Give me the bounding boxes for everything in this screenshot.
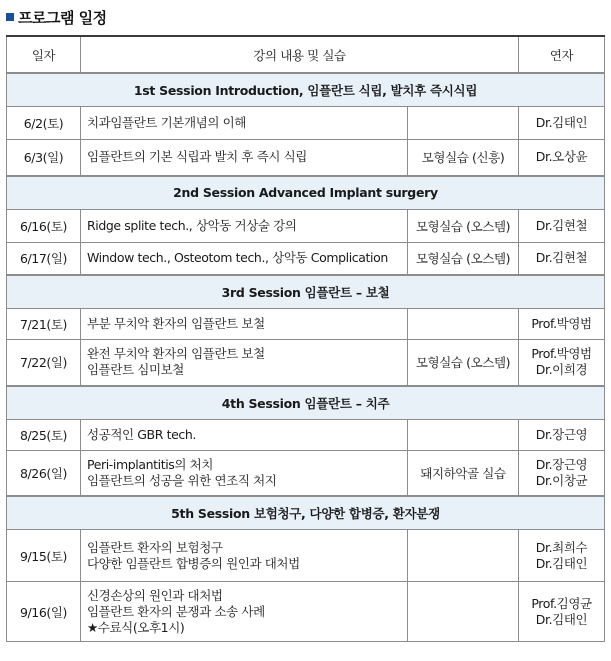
header-date: 일자	[7, 36, 81, 73]
header-content: 강의 내용 및 실습	[81, 36, 519, 73]
session-date: 9/16(일)	[7, 582, 81, 642]
session-date: 8/25(토)	[7, 419, 81, 450]
session-title: 2nd Session Advanced Implant surgery	[7, 176, 605, 210]
lecture-line: 성공적인 GBR tech.	[87, 426, 196, 442]
lecture-line: 치과임플란트 기본개념의 이해	[87, 115, 246, 130]
speaker-name: Dr.이희경	[535, 362, 588, 378]
table-row	[7, 209, 605, 242]
table-row	[7, 309, 605, 340]
lecture-line: 임플란트 환자의 분쟁과 소송 사례	[87, 603, 265, 619]
speaker-name: Dr.장근영	[535, 456, 588, 472]
practice-cell: 모형실습 (오스템)	[408, 242, 519, 275]
session-row	[7, 496, 605, 530]
speaker-name: Dr.김현철	[535, 250, 588, 266]
lecture-content	[81, 140, 408, 176]
session-date: 9/15(토)	[7, 530, 81, 582]
lecture-content	[81, 209, 408, 242]
lecture-line: Window tech., Osteotom tech., 상악동 Complication	[87, 250, 388, 266]
session-title: 5th Session 보험청구, 다양한 합병증, 환자분쟁	[7, 496, 605, 530]
practice-cell	[408, 419, 519, 450]
session-date: 6/2(토)	[7, 107, 81, 140]
speaker-name: Dr.김현철	[535, 217, 588, 233]
practice-cell: 돼지하악골 실습	[408, 450, 519, 496]
lecture-line: ★수료식(오후1시)	[87, 619, 185, 635]
table-row	[7, 450, 605, 496]
session-date: 7/21(토)	[7, 309, 81, 340]
speaker-name: Prof.박영범	[531, 316, 592, 331]
speaker-cell	[519, 450, 605, 496]
table-row	[7, 582, 605, 642]
session-title: 3rd Session 임플란트 – 보철	[7, 275, 605, 309]
speaker-cell	[519, 140, 605, 176]
table-row	[7, 530, 605, 582]
speaker-cell	[519, 419, 605, 450]
lecture-line: 부분 무치악 환자의 임플란트 보철	[87, 316, 265, 331]
speaker-name: Dr.장근영	[535, 426, 588, 442]
session-date: 6/3(일)	[7, 140, 81, 176]
practice-cell	[408, 530, 519, 582]
lecture-content	[81, 107, 408, 140]
speaker-cell	[519, 107, 605, 140]
speaker-name: Prof.김영균	[531, 595, 592, 611]
lecture-line: Ridge splite tech., 상악동 거상술 강의	[87, 217, 297, 233]
table-row	[7, 242, 605, 275]
lecture-line: 다양한 임플란트 합병증의 원인과 대처법	[87, 555, 300, 571]
lecture-line: 임플란트 심미보철	[87, 362, 184, 378]
lecture-content	[81, 450, 408, 496]
speaker-name: Dr.오상윤	[535, 149, 588, 165]
lecture-content	[81, 309, 408, 340]
session-row	[7, 176, 605, 210]
session-row	[7, 275, 605, 309]
session-title: 4th Session 임플란트 – 치주	[7, 386, 605, 420]
session-date: 8/26(일)	[7, 450, 81, 496]
practice-cell	[408, 309, 519, 340]
practice-cell: 모형실습 (신흥)	[408, 140, 519, 176]
header-speaker: 연자	[519, 36, 605, 73]
lecture-line: 임플란트의 기본 식립과 발치 후 즉시 식립	[87, 149, 307, 165]
table-row	[7, 140, 605, 176]
speaker-cell	[519, 242, 605, 275]
lecture-content	[81, 530, 408, 582]
practice-cell: 모형실습 (오스템)	[408, 340, 519, 386]
lecture-line: Peri-implantitis의 처치	[87, 456, 214, 472]
session-title: 1st Session Introduction, 임플란트 식립, 발치후 즉시식립	[7, 73, 605, 107]
session-row	[7, 73, 605, 107]
speaker-cell	[519, 530, 605, 582]
speaker-cell	[519, 582, 605, 642]
section-title	[6, 5, 107, 29]
speaker-name: Prof.박영범	[531, 346, 592, 362]
lecture-line: 신경손상의 원인과 대처법	[87, 587, 223, 603]
speaker-name: Dr.김태인	[535, 115, 588, 130]
speaker-cell	[519, 340, 605, 386]
speaker-name: Dr.최희수	[535, 539, 588, 555]
session-date: 6/16(토)	[7, 209, 81, 242]
lecture-line: 임플란트 환자의 보험청구	[87, 539, 223, 555]
session-date: 7/22(일)	[7, 340, 81, 386]
schedule-table	[6, 35, 605, 642]
lecture-line: 완전 무치악 환자의 임플란트 보철	[87, 346, 265, 362]
speaker-name: Dr.이창균	[535, 472, 588, 488]
lecture-line: 임플란트의 성공을 위한 연조직 처지	[87, 472, 277, 488]
table-row	[7, 419, 605, 450]
schedule-body	[7, 73, 605, 642]
practice-cell	[408, 582, 519, 642]
table-row	[7, 340, 605, 386]
table-header-row	[7, 36, 605, 73]
speaker-name: Dr.김태인	[535, 611, 588, 627]
lecture-content	[81, 582, 408, 642]
practice-cell: 모형실습 (오스템)	[408, 209, 519, 242]
bullet-square-icon	[6, 13, 14, 21]
speaker-cell	[519, 209, 605, 242]
practice-cell	[408, 107, 519, 140]
speaker-cell	[519, 309, 605, 340]
session-date: 6/17(일)	[7, 242, 81, 275]
lecture-content	[81, 242, 408, 275]
lecture-content	[81, 340, 408, 386]
lecture-content	[81, 419, 408, 450]
table-row	[7, 107, 605, 140]
session-row	[7, 386, 605, 420]
page-title: 프로그램 일정	[18, 8, 107, 27]
speaker-name: Dr.김태인	[535, 555, 588, 571]
